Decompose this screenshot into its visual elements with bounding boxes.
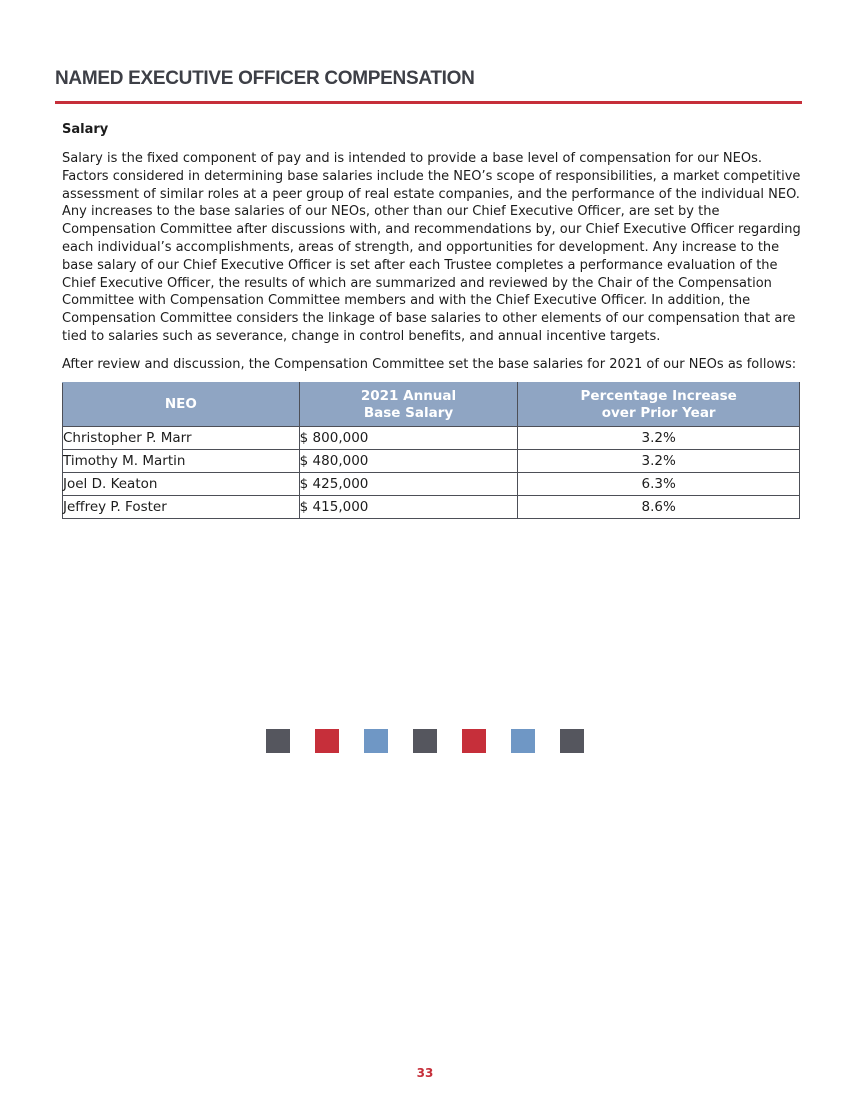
section-title: NAMED EXECUTIVE OFFICER COMPENSATION [55, 68, 475, 89]
header-base-salary [299, 383, 518, 427]
dark-gray-square-decoration [413, 729, 437, 753]
neo-name-cell: Christopher P. Marr [63, 427, 300, 450]
header-neo [63, 383, 300, 427]
salary-intro-paragraph: After review and discussion, the Compensation Committee set the base salaries for 2021 of our NEOs as follows: [62, 357, 797, 372]
base-salary-cell: $ 415,000 [299, 496, 518, 519]
percentage-increase-cell: 3.2% [518, 427, 800, 450]
neo-name-cell: Jeffrey P. Foster [63, 496, 300, 519]
header-percentage-increase-line-2: over Prior Year [601, 404, 716, 421]
base-salary-cell: $ 425,000 [299, 473, 518, 496]
header-percentage-increase [518, 383, 800, 427]
light-blue-square-decoration [511, 729, 535, 753]
percentage-increase-cell: 3.2% [518, 450, 800, 473]
table-row [63, 427, 800, 450]
dark-gray-square-decoration [560, 729, 584, 753]
base-salary-cell: $ 480,000 [299, 450, 518, 473]
percentage-increase-cell: 8.6% [518, 496, 800, 519]
table-row [63, 496, 800, 519]
neo-base-salary-table [62, 382, 800, 519]
subheading-salary: Salary [62, 122, 109, 137]
table-row [63, 450, 800, 473]
title-divider [55, 101, 802, 104]
table-row [63, 473, 800, 496]
page-number: 33 [416, 1066, 434, 1080]
header-neo-label: NEO [164, 396, 197, 412]
light-blue-square-decoration [364, 729, 388, 753]
base-salary-cell: $ 800,000 [299, 427, 518, 450]
header-base-salary-line-2: Base Salary [363, 404, 454, 421]
salary-description-paragraph: Salary is the fixed component of pay and is intended to provide a base level of compensation for our NEOs. Factors considered in determining base salaries include the NEO’s scope of responsibilities, a market competitive assessment of similar roles at a peer group of real estate companies, and the performance of the individual NEO. Any increases to the base salaries of our NEOs, other than our Chief Executive Officer, are set by the Compensation Committee after discussions with, and recommendations by, our Chief Executive Officer regarding each individual’s accomplishments, areas of strength, and opportunities for development. Any increase to the base salary of our Chief Executive Officer is set after each Trustee completes a performance evaluation of the Chief Executive Officer, the results of which are summarized and reviewed by the Chair of the Compensation Committee with Compensation Committee members and with the Chief Executive Officer. In addition, the Compensation Committee considers the linkage of base salaries to other elements of our compensation that are tied to salaries such as severance, change in control benefits, and annual incentive targets. [62, 151, 801, 344]
red-square-decoration [315, 729, 339, 753]
red-square-decoration [462, 729, 486, 753]
neo-name-cell: Timothy M. Martin [63, 450, 300, 473]
header-base-salary-line-1: 2021 Annual [360, 387, 457, 404]
dark-gray-square-decoration [266, 729, 290, 753]
neo-name-cell: Joel D. Keaton [63, 473, 300, 496]
header-percentage-increase-line-1: Percentage Increase [580, 387, 737, 404]
table-header-row [63, 383, 800, 427]
percentage-increase-cell: 6.3% [518, 473, 800, 496]
